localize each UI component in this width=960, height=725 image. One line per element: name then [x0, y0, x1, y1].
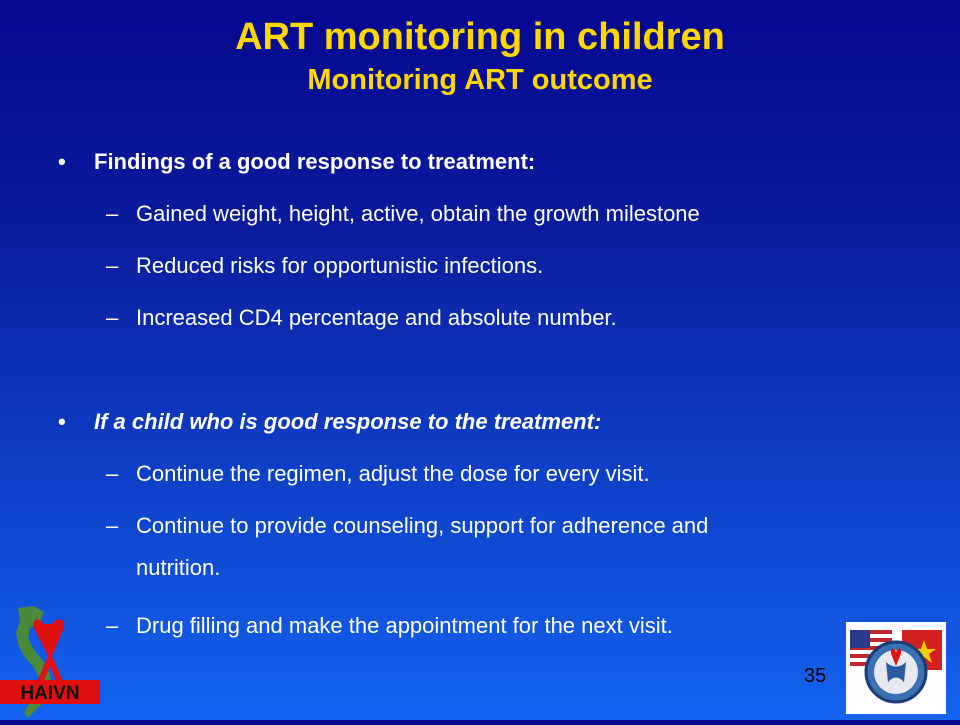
dash-marker: –: [106, 461, 119, 486]
dash-marker: –: [106, 513, 119, 538]
dash-marker: –: [106, 305, 119, 330]
slide-title: ART monitoring in children: [235, 16, 725, 58]
slide-subtitle: Monitoring ART outcome: [307, 64, 653, 96]
list-item-text: Continue the regimen, adjust the dose for every visit.: [136, 461, 650, 486]
list-item-text: Continue to provide counseling, support for adherence and: [136, 513, 709, 538]
dash-marker: –: [106, 253, 119, 278]
list-item: [106, 200, 906, 228]
dash-marker: –: [106, 201, 119, 226]
list-item: [106, 460, 906, 488]
list-item-text: Increased CD4 percentage and absolute number.: [136, 305, 617, 330]
list-item: [106, 304, 906, 332]
partner-seal-logo: [846, 622, 946, 714]
haivn-logo: [0, 604, 100, 720]
list-item: [106, 612, 906, 640]
bullet-marker: •: [58, 149, 66, 174]
dash-marker: –: [106, 613, 119, 638]
list-item-text: Reduced risks for opportunistic infections.: [136, 253, 544, 278]
bullet-good-response: [58, 408, 601, 436]
bullet-heading: If a child who is good response to the treatment:: [94, 409, 602, 434]
list-item: [106, 512, 906, 582]
list-item-text: Drug filling and make the appointment for the next visit.: [136, 613, 673, 638]
page-number: 35: [804, 665, 827, 687]
haivn-text: HAIVN: [20, 683, 80, 704]
bullet-marker: •: [58, 409, 66, 434]
list-item-text: Gained weight, height, active, obtain the growth milestone: [136, 201, 700, 226]
bullet-findings: [58, 148, 535, 176]
list-item-continuation: nutrition.: [136, 555, 221, 580]
bullet-heading: Findings of a good response to treatment:: [94, 149, 536, 174]
list-item: [106, 252, 906, 280]
